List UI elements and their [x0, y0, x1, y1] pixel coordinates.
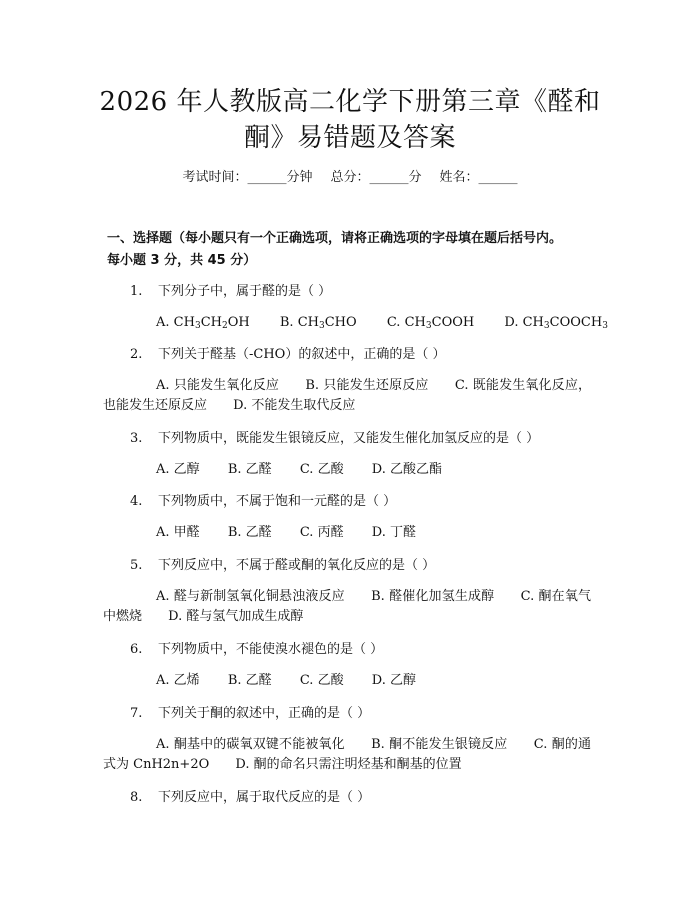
question-number: 7.	[130, 706, 143, 721]
option-c: C. 丙醛	[299, 525, 344, 540]
question-6	[130, 640, 383, 660]
option-c: C. 乙酸	[299, 462, 344, 477]
page-title-line-1: 2026 年人教版高二化学下册第三章《醛和	[99, 87, 601, 117]
option-d: D. 丁醛	[371, 525, 416, 540]
option-b: B. 只能发生还原反应	[305, 378, 429, 393]
question-5-options	[103, 587, 591, 627]
option-a: A. 只能发生氧化反应	[156, 378, 280, 393]
option-d: D. 乙酸乙酯	[371, 462, 442, 477]
question-6-options	[156, 671, 440, 691]
question-stem: 下列物质中，不属于饱和一元醛的是（ ）	[158, 494, 397, 509]
option-a: A. 乙醇	[156, 462, 200, 477]
question-2	[130, 345, 445, 365]
question-number: 5.	[130, 558, 143, 573]
option-a: A. 酮基中的碳氧双键不能被氧化	[156, 737, 345, 752]
question-number: 4.	[130, 494, 143, 509]
option-b: B. 乙醛	[227, 673, 272, 688]
question-stem: 下列关于酮的叙述中，正确的是（ ）	[158, 706, 371, 721]
option-a: A. 甲醛	[156, 525, 200, 540]
question-stem: 下列反应中，属于取代反应的是（ ）	[158, 790, 371, 805]
option-b: B. 乙醛	[227, 462, 272, 477]
question-3-options	[156, 460, 466, 480]
option-d: D. 酮的命名只需注明烃基和酮基的位置	[235, 757, 462, 772]
question-3	[130, 429, 539, 449]
question-stem: 下列分子中，属于醛的是（ ）	[158, 284, 332, 299]
option-d: D. 不能发生取代反应	[233, 398, 356, 413]
option-d: D. $CH_3COOCH_3$	[504, 315, 608, 331]
option-a: A. 醛与新制氢氧化铜悬浊液反应	[156, 589, 345, 604]
option-c: C. $CH_3COOH$	[386, 315, 475, 331]
question-stem: 下列物质中，不能使溴水褪色的是（ ）	[158, 642, 384, 657]
question-1	[130, 282, 331, 302]
option-b: B. 醛催化加氢生成醇	[371, 589, 495, 604]
question-1-options	[156, 313, 634, 333]
question-number: 1.	[130, 284, 143, 299]
question-8	[130, 788, 370, 808]
question-stem: 下列反应中，不属于醛或酮的氧化反应的是（ ）	[158, 558, 436, 573]
option-b: B. 酮不能发生银镜反应	[371, 737, 508, 752]
question-7	[130, 704, 370, 724]
option-d: D. 醛与氢气加成生成醇	[168, 609, 304, 624]
option-c: C. 既能发生氧化反应，也能发生还原反应	[103, 378, 591, 413]
option-c: C. 酮在氧气中燃烧	[103, 589, 591, 624]
total-score-field: 总分：______分	[330, 170, 422, 185]
question-number: 8.	[130, 790, 143, 805]
option-b: B. $CH_3CHO$	[279, 315, 357, 331]
question-2-options	[103, 376, 591, 416]
option-d: D. 乙醇	[371, 673, 416, 688]
question-stem: 下列关于醛基（-CHO）的叙述中，正确的是（ ）	[158, 347, 446, 362]
question-4-options	[156, 523, 440, 543]
page-title-line-2: 酮》易错题及答案	[243, 123, 456, 153]
question-number: 2.	[130, 347, 143, 362]
section-heading	[107, 228, 607, 272]
option-c: C. 乙酸	[299, 673, 344, 688]
exam-time-field: 考试时间：______分钟	[182, 170, 313, 185]
question-7-options	[103, 735, 591, 775]
exam-meta	[0, 168, 700, 188]
question-number: 3.	[130, 431, 143, 446]
question-stem: 下列物质中，既能发生银镜反应，又能发生催化加氢反应的是（ ）	[158, 431, 540, 446]
section-heading-line-2: 每小题 3 分，共 45 分）	[107, 253, 257, 268]
student-name-field: 姓名：______	[439, 170, 518, 185]
question-number: 6.	[130, 642, 143, 657]
option-a: A. 乙烯	[156, 673, 200, 688]
question-4	[130, 492, 396, 512]
option-b: B. 乙醛	[227, 525, 272, 540]
question-5	[130, 556, 435, 576]
option-c: C. 酮的通式为 CnH2n+2O	[103, 737, 591, 772]
section-heading-line-1: 一、选择题（每小题只有一个正确选项，请将正确选项的字母填在题后括号内。	[107, 231, 563, 246]
option-a: A. $CH_3CH_2OH$	[156, 315, 250, 331]
